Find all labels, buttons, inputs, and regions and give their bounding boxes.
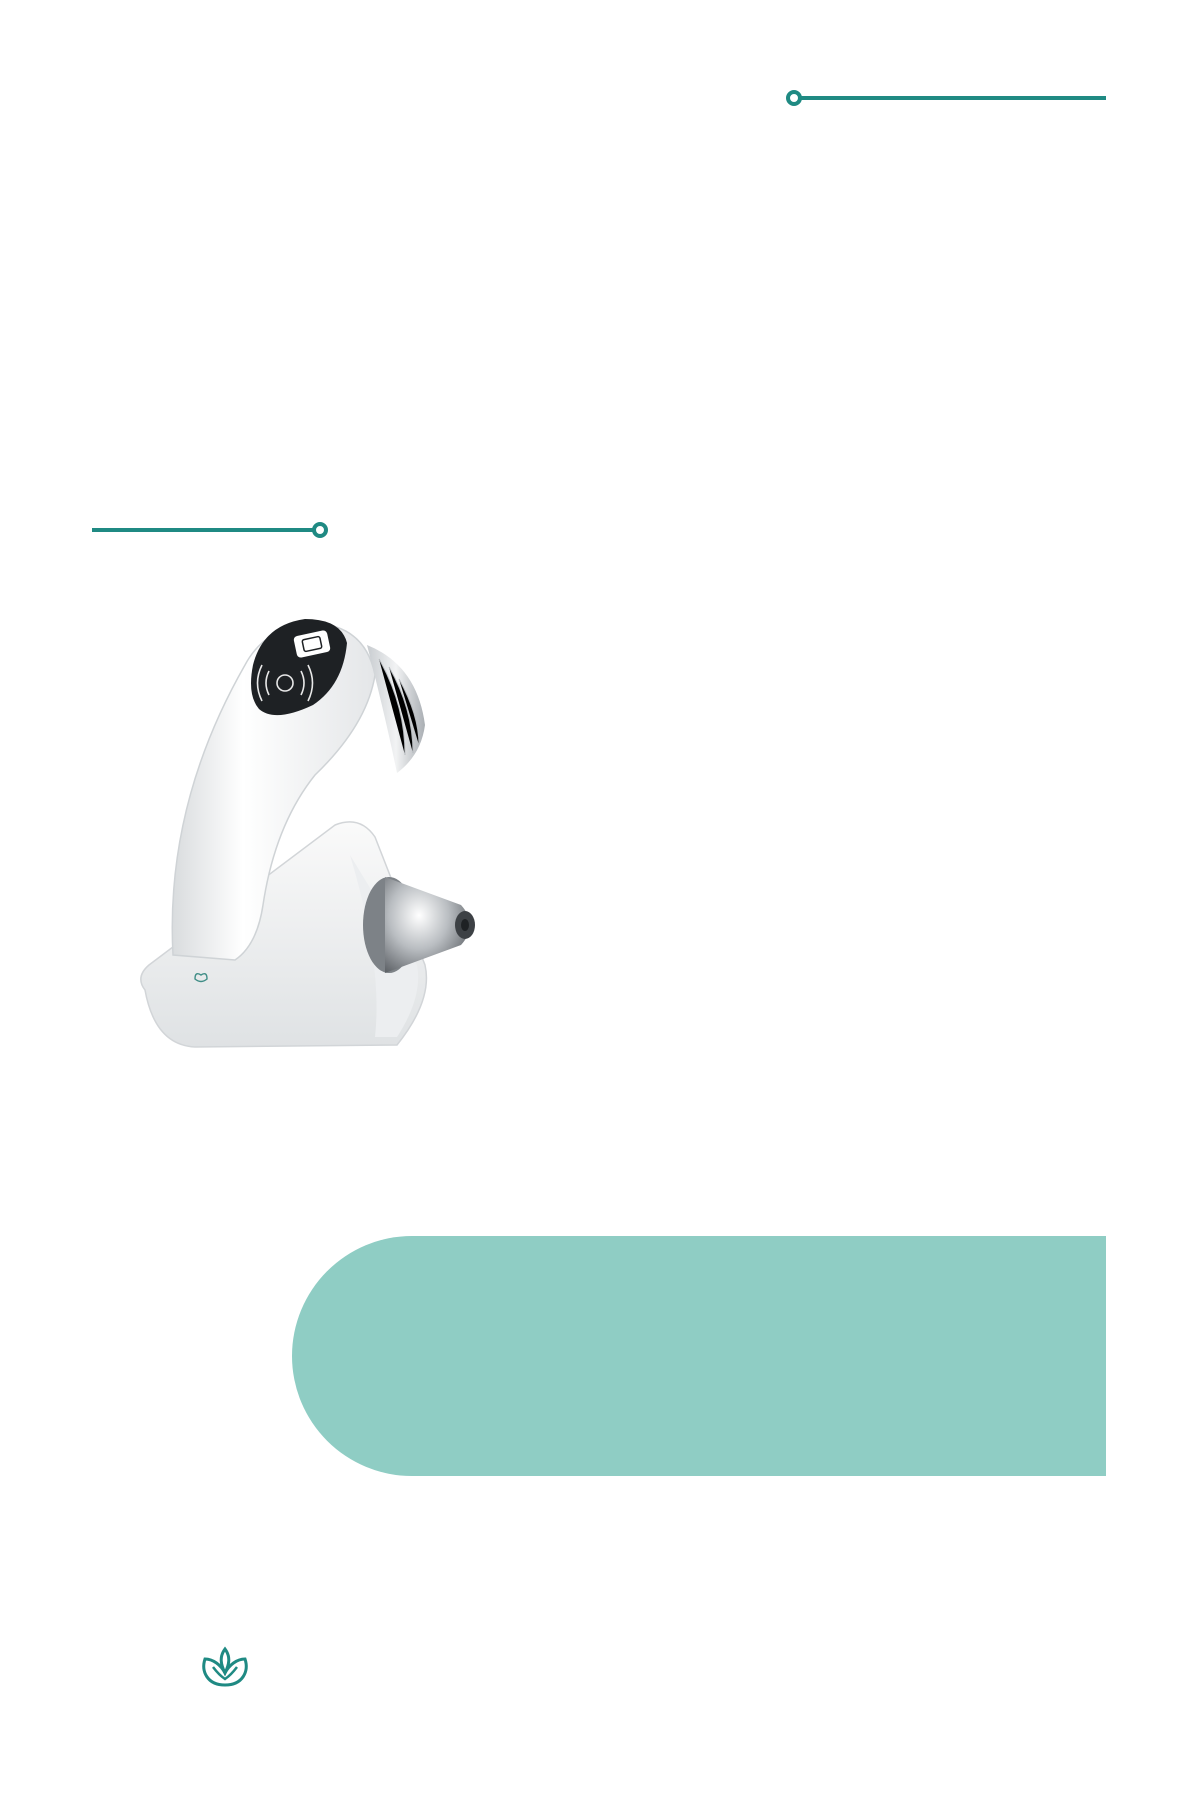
- left-divider-line: [92, 528, 314, 532]
- left-margin: [0, 0, 92, 1800]
- analyzer-device-image: [135, 605, 495, 1060]
- medicam-logo-icon: [197, 1645, 253, 1691]
- medicam-logo: [150, 1645, 300, 1725]
- left-divider-dot: [312, 522, 328, 538]
- top-right-divider-dot: [786, 90, 802, 106]
- title-banner: [292, 1236, 1122, 1476]
- right-margin: [1106, 0, 1200, 1800]
- top-right-divider-line: [800, 96, 1106, 100]
